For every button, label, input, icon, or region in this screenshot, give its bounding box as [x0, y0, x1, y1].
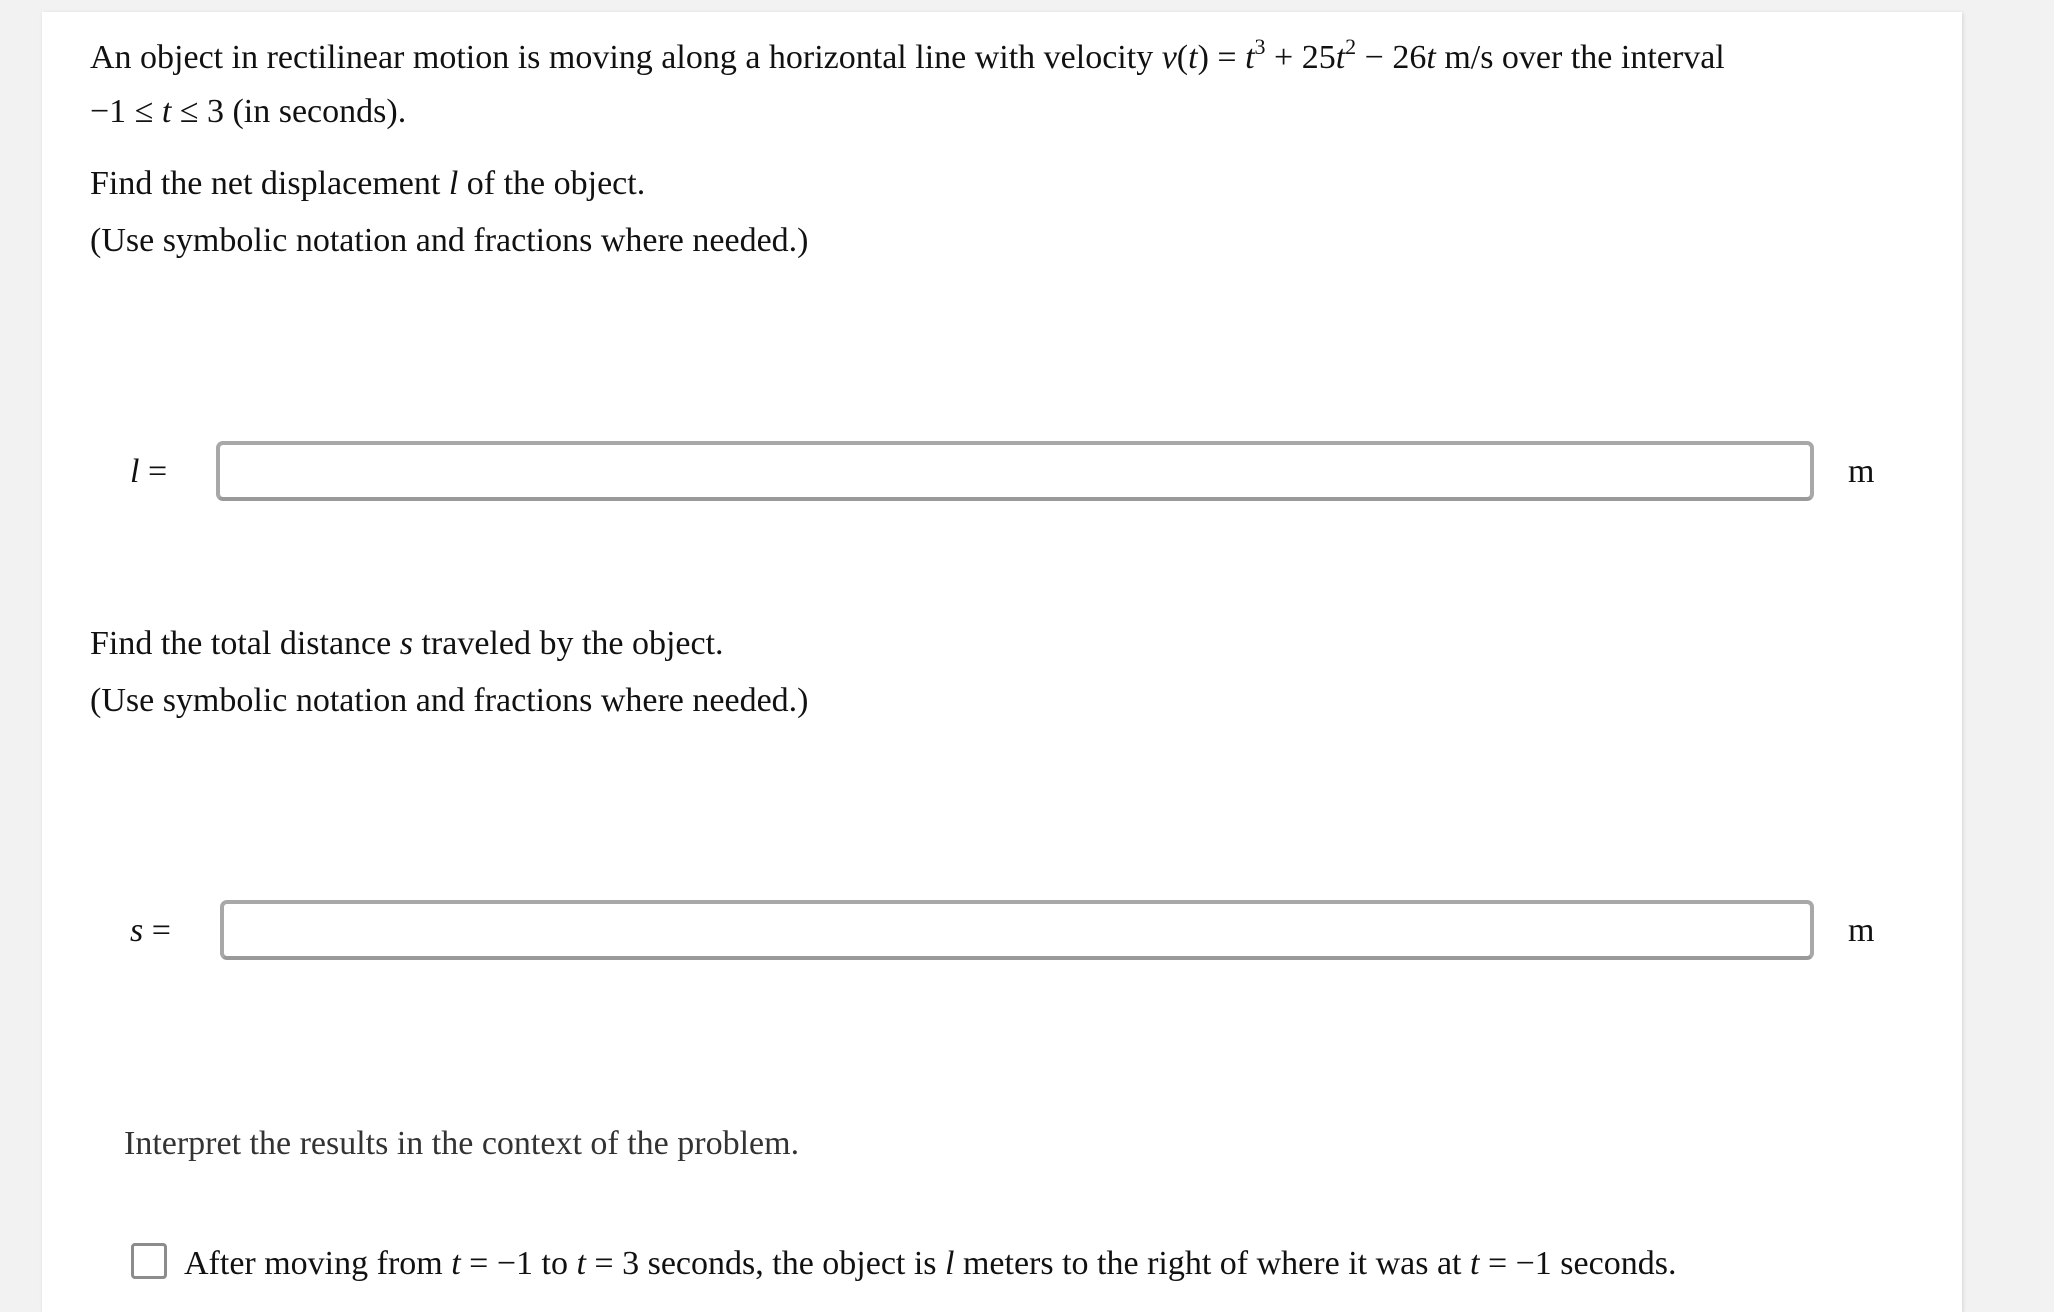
problem-statement-line1: An object in rectilinear motion is moving along a horizontal line with velocity $v(t) = t^3 + 25t^2 - 26t$ m/s over the interval [90, 33, 1725, 76]
net-displacement-label: l = [130, 453, 168, 490]
total-distance-prompt: Find the total distance s traveled by the object. [90, 625, 724, 662]
interpret-prompt: Interpret the results in the context of the problem. [124, 1125, 800, 1162]
total-distance-input[interactable] [220, 900, 1814, 960]
problem-interval-line: −1 ≤ t ≤ 3 (in seconds). [90, 93, 407, 130]
total-distance-label: s = [130, 912, 171, 949]
total-distance-unit: m [1848, 912, 1875, 949]
interpretation-checkbox[interactable] [131, 1243, 167, 1279]
interpretation-option-text[interactable]: After moving from t = −1 to t = 3 seconds, the object is l meters to the right of where it was at t = −1 seconds. [184, 1245, 1677, 1282]
net-displacement-input[interactable] [216, 441, 1814, 501]
net-displacement-prompt: Find the net displacement l of the object. [90, 165, 646, 202]
net-displacement-hint: (Use symbolic notation and fractions where needed.) [90, 222, 809, 259]
total-distance-hint: (Use symbolic notation and fractions where needed.) [90, 682, 809, 719]
net-displacement-unit: m [1848, 453, 1875, 490]
